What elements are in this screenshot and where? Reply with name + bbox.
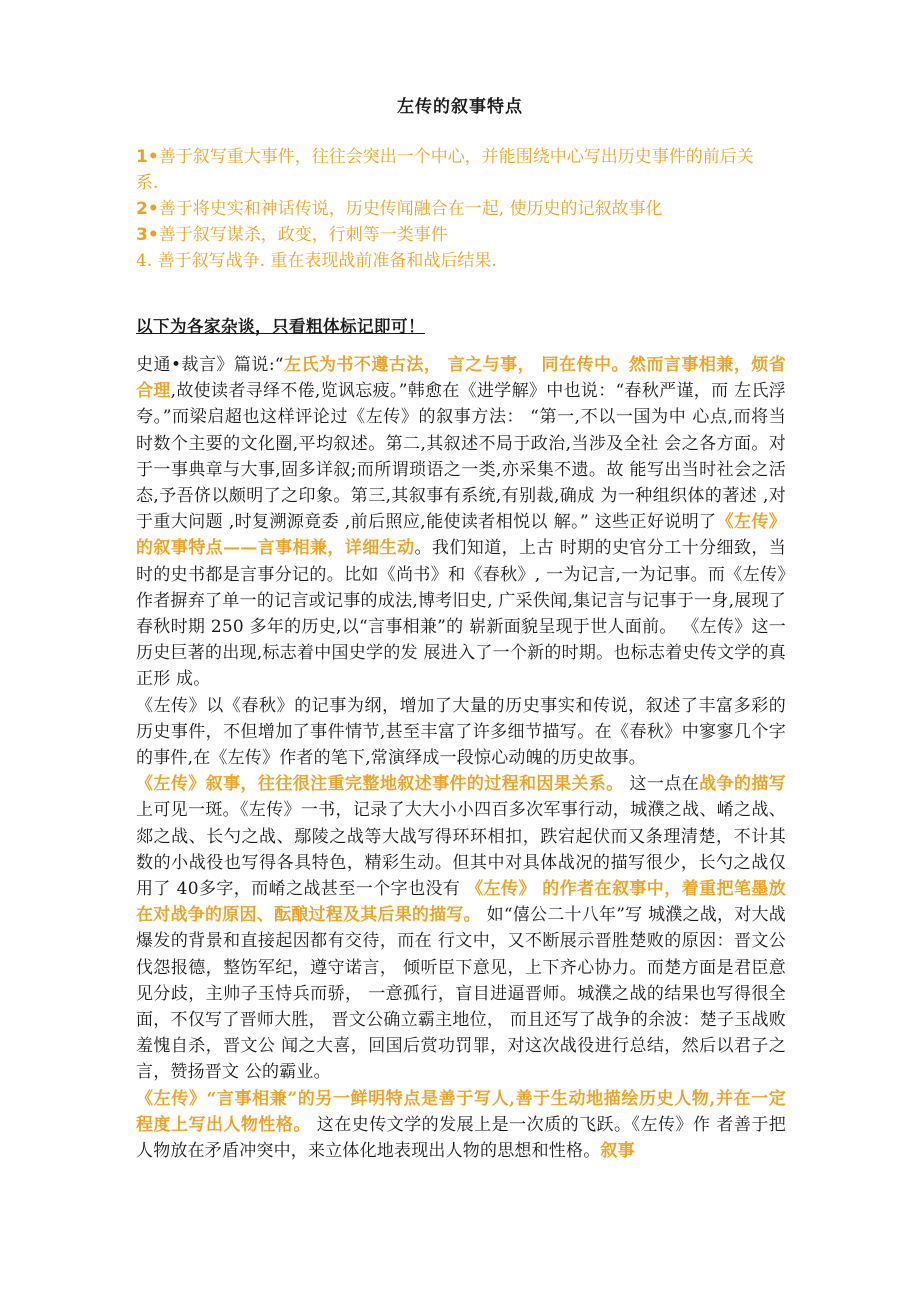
highlighted-text: 左氏为书不遵古法， 言之与事， 同在传中。然而言事相兼，烦省 合理 xyxy=(136,355,786,402)
section-heading: 以下为各家杂谈，只看粗体标记即可！ xyxy=(136,317,425,336)
point-text: 系. xyxy=(136,173,159,193)
summary-points xyxy=(136,144,796,274)
highlighted-text: 战争的描写 xyxy=(699,774,787,795)
highlighted-text: 叙事 xyxy=(600,1141,635,1162)
point-item xyxy=(136,196,796,222)
point-number: 3• xyxy=(136,225,159,245)
text-run: ,故使读者寻绎不倦,览讽忘疲。”韩愈在《进学解》中也说：“春秋严谨，而 左氏浮夸。”而梁启超也这样评论过《左传》的叙事方法： “第一,不以一国为中 心点,而将当时数个主要的文化圈,平均叙述。第二,其叙述不局于政治,当涉及全社 会之各方面。对于一事典章与大事,固多详叙;而所谓琐语之一类,亦采集不遗。故 能写出当时社会之活态,予吾侪以颇明了之印象。第三,其叙事有系统,有别裁,确成 为一种组织体的著述 ,对于重大问题 ,时复溯源竟委 ,前后照应,能使读者相悦以 解。” 这些正好说明了 xyxy=(136,381,786,533)
point-text: 善于将史实和神话传说，历史传闻融合在一起, 使历史的记叙故事化 xyxy=(158,199,663,219)
point-item xyxy=(136,144,796,170)
point-text: 善于叙写重大事件，往往会突出一个中心，并能围绕中心写出历史事件的前后关 xyxy=(158,147,754,167)
point-number: 2• xyxy=(136,199,159,219)
text-run: 《左传》以《春秋》的记事为纲，增加了大量的历史事实和传说，叙述了丰富多彩的历史事件，不但增加了事件情节,甚至丰富了许多细节描写。在《春秋》中寥寥几个字的事件,在《左传》作者的笔下,常演绎成一段惊心动魄的历史故事。 xyxy=(136,695,786,769)
paragraph xyxy=(136,1086,786,1165)
point-item xyxy=(136,248,796,274)
paragraph xyxy=(136,352,786,693)
paragraph xyxy=(136,771,786,1085)
highlighted-text: 《左传》的叙事特点——言事相兼，详细生动 xyxy=(136,512,786,559)
text-run: 这一点在 xyxy=(623,774,700,795)
point-text: 善于叙写谋杀，政变，行刺等一类事件 xyxy=(158,225,448,245)
highlighted-text: 《左传》“言事相兼”的另一鲜明特点是善于写人,善于生动地描绘历史人物,并在一定程度上写出人物性格。 xyxy=(136,1088,786,1135)
text-run: 。我们知道，上古 时期的史官分工十分细致，当时的史书都是言事分记的。比如《尚书》和《春秋》, 一为记言,一为记事。而《左传》作者摒弃了单一的记言或记事的成法,博考旧史, 广采佚闻,集记言与记事于一身,展现了春秋时期 250 多年的历史,以“言事相兼”的 崭新面貌呈现于世人面前。 《左传》这一历史巨著的出现,标志着中国史学的发 展进入了一个新的时期。也标志着史传文学的真正形 成。 xyxy=(136,538,786,690)
page-title: 左传的叙事特点 xyxy=(397,97,523,117)
point-text: 4. 善于叙写战争. 重在表现战前准备和战后结果. xyxy=(136,251,497,271)
body-text xyxy=(136,352,786,1164)
text-run: 史通•裁言》篇说:“ xyxy=(136,355,284,375)
text-run: 这在史传文学的发展上是一次质的飞跃。《左传》作 者善于把人物放在矛盾冲突中，来立体化地表现出人物的思想和性格。 xyxy=(136,1114,787,1162)
paragraph xyxy=(136,693,786,772)
highlighted-text: 《左传》叙事，往往很注重完整地叙述事件的过程和因果关系。 xyxy=(136,774,624,795)
text-run: 上可见一斑。《左传》一书，记录了大大小小四百多次军事行动，城濮之战、崤之战、郯之战、长勺之战、鄢陵之战等大战写得环环相扣，跌宕起伏而又条理清楚，不计其数的小战役也写得各具特色，精彩生动。但其中对具体战况的描写很少，长勺之战仅用了 40多字，而崤之战甚至一个字也没有 xyxy=(136,800,786,900)
text-run: 如“僖公二十八年”写 城濮之战，对大战爆发的背景和直接起因都有交待，而在 行文中，又不断展示晋胜楚败的原因：晋文公伐怨报德，整饬军纪，遵守诺言， 倾听臣下意见，上下齐心协力。而楚方面是君臣意见分歧，主帅子玉恃兵而骄， 一意孤行，盲目进逼晋师。城濮之战的结果也写得很全面，不仅写了晋师大胜， 晋文公确立霸主地位， 而且还写了战争的余波：楚子玉战败羞愧自杀，晋文公 闻之大喜，回国后赏功罚罪，对这次战役进行总结，然后以君子之言，赞扬晋文 公的霸业。 xyxy=(136,905,786,1083)
highlighted-text: 《左传》 的作者在叙事中，着重把笔墨放在对战争的原因、酝酿过程及其后果的描写。 xyxy=(136,879,786,926)
point-number: 1• xyxy=(136,147,159,167)
point-item xyxy=(136,222,796,248)
point-item xyxy=(136,170,796,196)
